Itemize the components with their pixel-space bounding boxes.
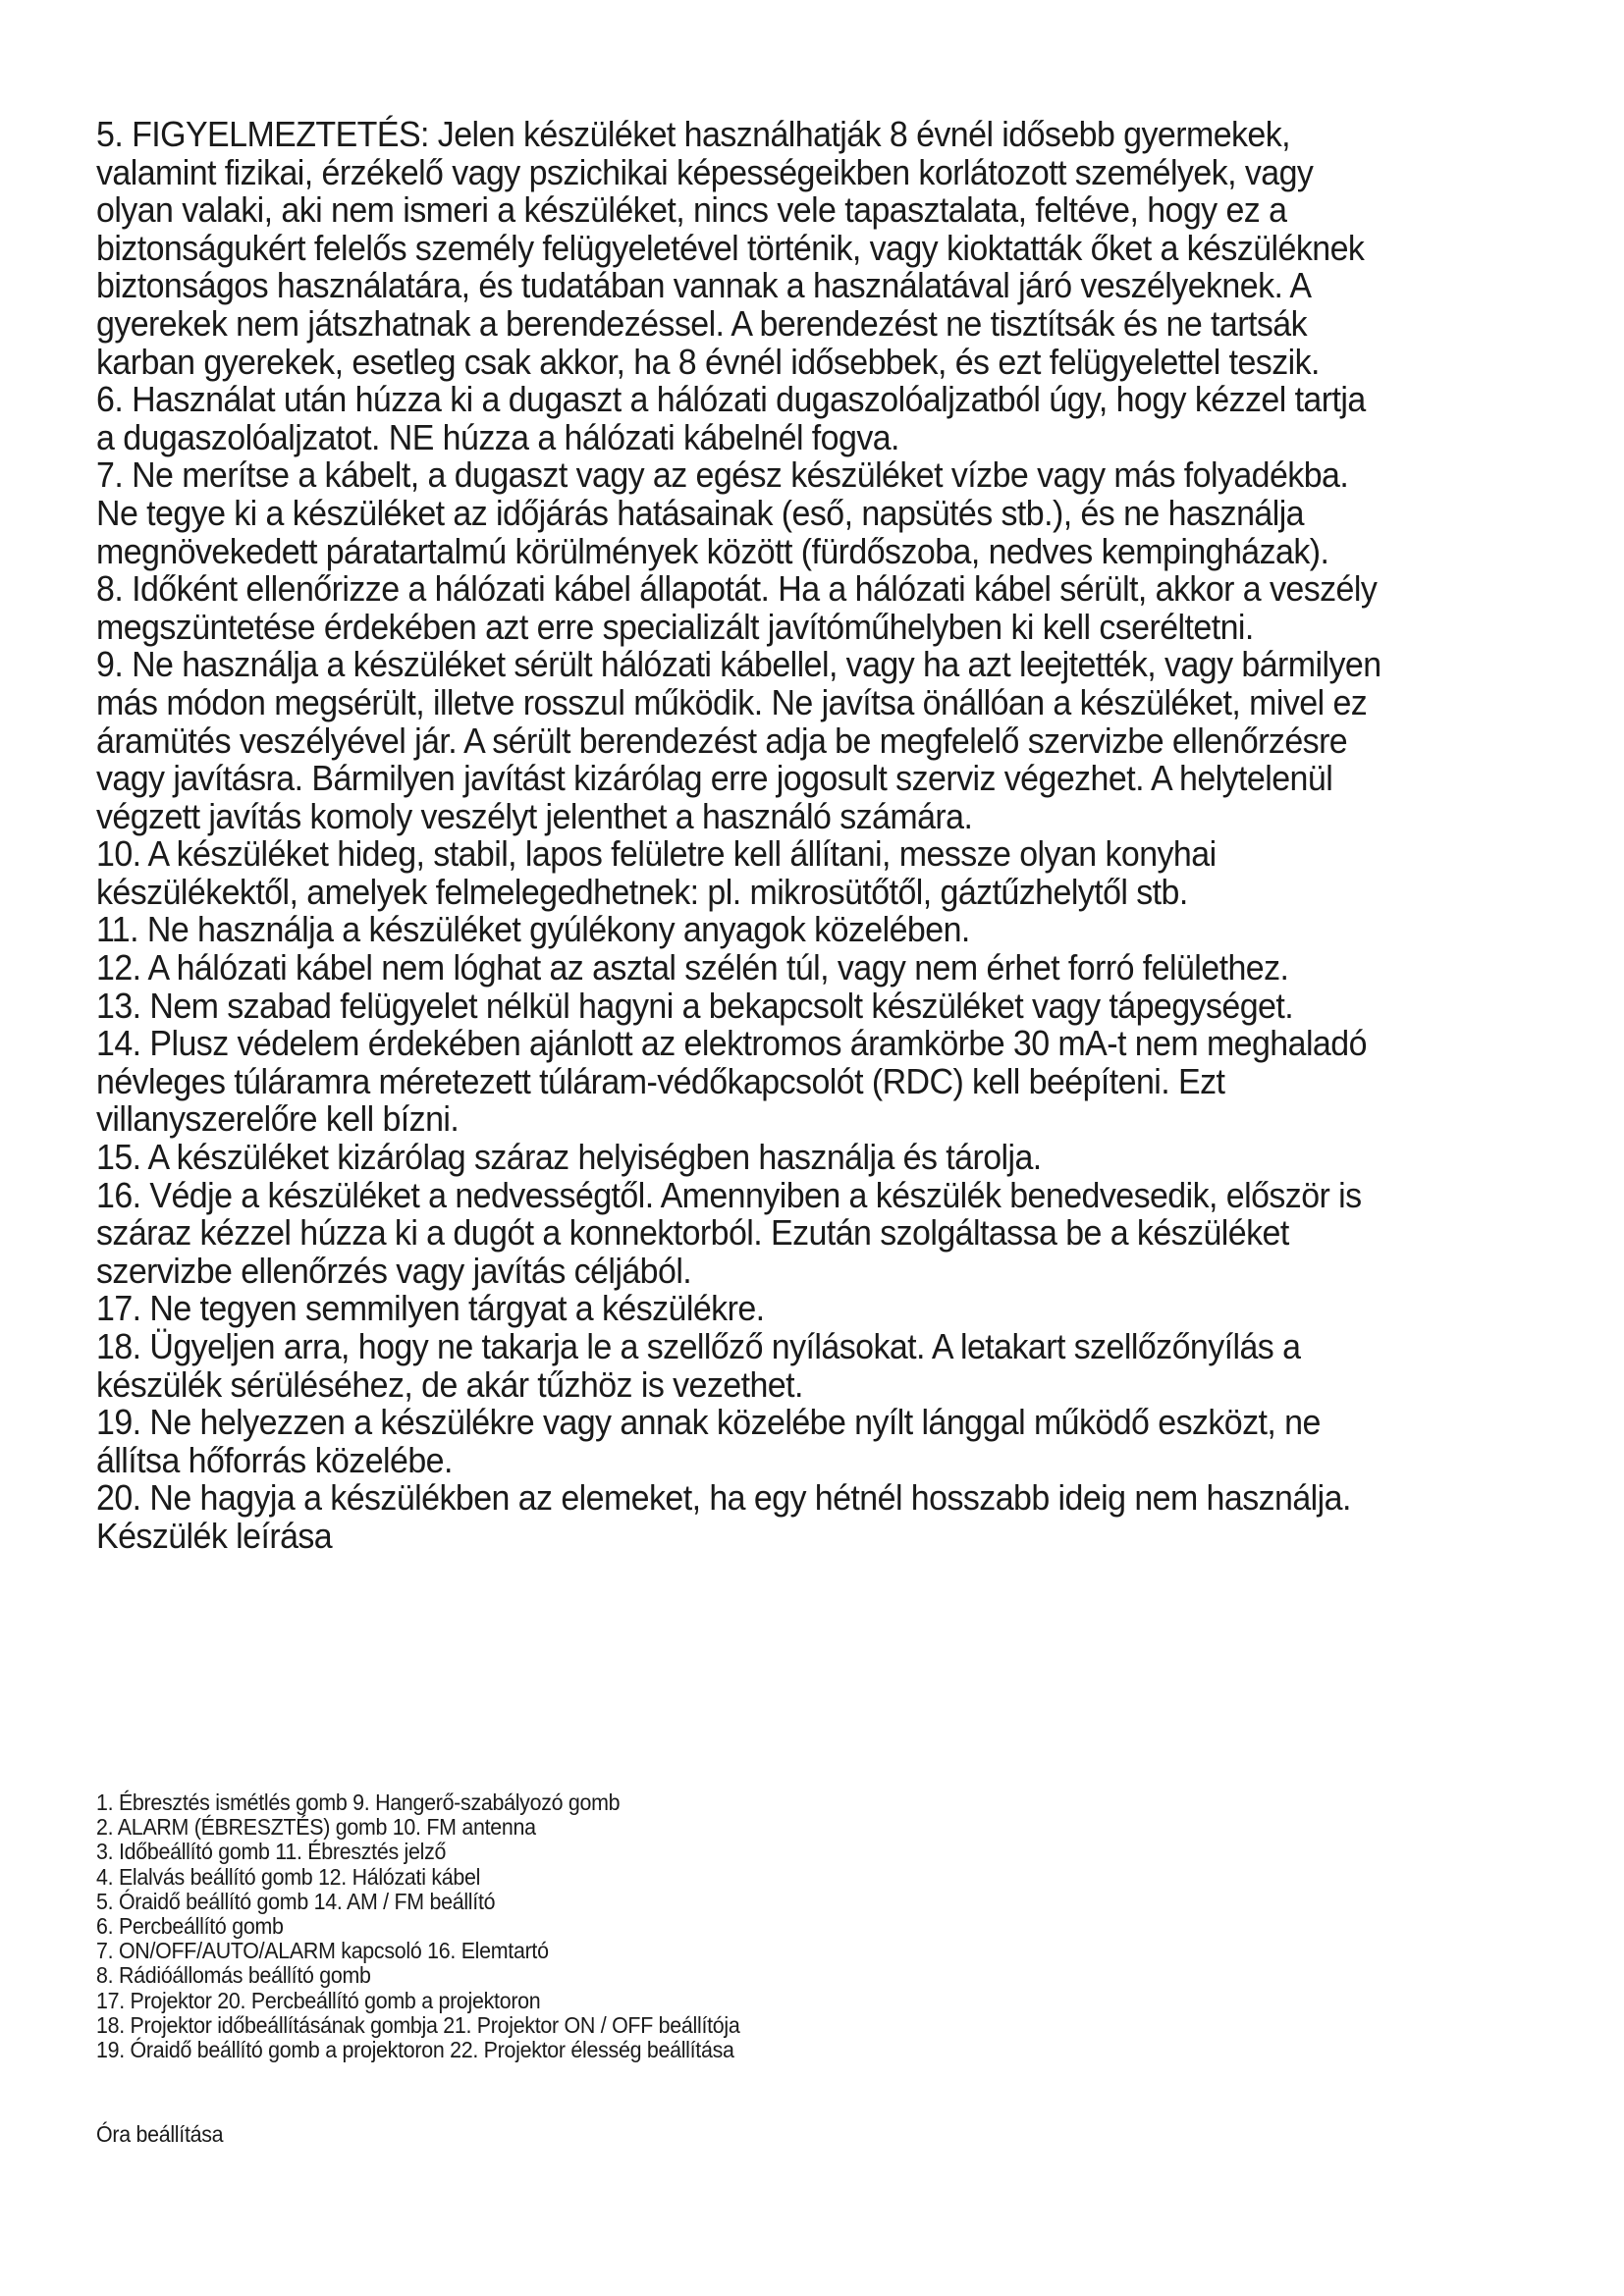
parts-list-item: 8. Rádióállomás beállító gomb	[96, 1962, 371, 1989]
warning-item-15: 15. A készüléket kizárólag száraz helyiségben használja és tárolja.	[96, 1137, 1042, 1178]
warning-item-16: 16. Védje a készüléket a nedvességtől. Amennyiben a készülék benedvesedik, először is száraz kézzel húzza ki a dugót a konnektorból. Ezután szolgáltassa be a készüléket szervizbe ellenőrzés vagy javítás céljából.	[96, 1174, 1362, 1291]
warning-item-20: 20. Ne hagyja a készülékben az elemeket, ha egy hétnél hosszabb ideig nem használja.	[96, 1477, 1351, 1519]
warning-item-8: 8. Időként ellenőrizze a hálózati kábel állapotát. Ha a hálózati kábel sérült, akkor a veszély megszüntetése érdekében azt erre specializált javítóműhelyben ki kell cseréltetni.	[96, 568, 1378, 647]
warning-item-9: 9. Ne használja a készüléket sérült hálózati kábellel, vagy ha azt leejtették, vagy bármilyen más módon megsérült, illetve rosszul működik. Ne javítsa önállóan a készüléket, mivel ez áramütés veszélyével jár. A sérült berendezést adja be megfelelő szervizbe ellenőrzésre vagy javításra. Bármilyen javítást kizárólag erre jogosult szerviz végezhet. A helytelenül végzett javítás komoly veszélyt jelenthet a használó számára.	[96, 644, 1381, 836]
warning-item-13: 13. Nem szabad felügyelet nélkül hagyni a bekapcsolt készüléket vagy tápegységet.	[96, 985, 1294, 1026]
parts-list-item: 6. Percbeállító gomb	[96, 1913, 284, 1940]
description-heading: Készülék leírása	[96, 1515, 333, 1556]
warning-item-14: 14. Plusz védelem érdekében ajánlott az elektromos áramkörbe 30 mA-t nem meghaladó névleges túláramra méretezett túláram-védőkapcsolót (RDC) kell beépíteni. Ezt villanyszerelőre kell bízni.	[96, 1023, 1367, 1140]
parts-list-item: 1. Ébresztés ismétlés gomb 9. Hangerő-szabályozó gomb	[96, 1789, 621, 1815]
warning-item-18: 18. Ügyeljen arra, hogy ne takarja le a szellőző nyílásokat. A letakart szellőzőnyílás a készülék sérüléséhez, de akár tűzhöz is vezethet.	[96, 1326, 1301, 1405]
warning-item-10: 10. A készüléket hideg, stabil, lapos felületre kell állítani, messze olyan konyhai készülékektől, amelyek felmelegedhetnek: pl. mikrosütőtől, gáztűzhelytől stb.	[96, 833, 1217, 912]
warning-item-7: 7. Ne merítse a kábelt, a dugaszt vagy az egész készüléket vízbe vagy más folyadékba. Ne tegye ki a készüléket az időjárás hatásainak (eső, napsütés stb.), és ne használja megnövekedett páratartalmú körülmények között (fürdőszoba, nedves kempingházak).	[96, 454, 1349, 571]
parts-list-item: 4. Elalvás beállító gomb 12. Hálózati kábel	[96, 1863, 481, 1890]
safety-warnings	[96, 116, 1447, 1556]
warning-item-6: 6. Használat után húzza ki a dugaszt a hálózati dugaszolóaljzatból úgy, hogy kézzel tartja a dugaszolóaljzatot. NE húzza a hálózati kábelnél fogva.	[96, 379, 1366, 457]
warning-item-5: 5. FIGYELMEZTETÉS: Jelen készüléket használhatják 8 évnél idősebb gyermekek, valamint fizikai, érzékelő vagy pszichikai képességeikben korlátozott személyek, vagy olyan valaki, aki nem ismeri a készüléket, nincs vele tapasztalata, feltéve, hogy ez a biztonságukért felelős személy felügyeletével történik, vagy kioktatták őket a készüléknek biztonságos használatára, és tudatában vannak a használatával járó veszélyeknek. A gyerekek nem játszhatnak a berendezéssel. A berendezést ne tisztítsák és ne tartsák karban gyerekek, esetleg csak akkor, ha 8 évnél idősebbek, és ezt felügyelettel teszik.	[96, 114, 1365, 382]
parts-list-item: 5. Óraidő beállító gomb 14. AM / FM beállító	[96, 1888, 496, 1914]
parts-list-item: 3. Időbeállító gomb 11. Ébresztés jelző	[96, 1839, 447, 1865]
warning-item-12: 12. A hálózati kábel nem lóghat az asztal szélén túl, vagy nem érhet forró felülethez.	[96, 947, 1289, 988]
warning-item-17: 17. Ne tegyen semmilyen tárgyat a készülékre.	[96, 1288, 765, 1329]
parts-list-item: 17. Projektor 20. Percbeállító gomb a projektoron	[96, 1987, 541, 2013]
warning-item-19: 19. Ne helyezzen a készülékre vagy annak közelébe nyílt lánggal működő eszközt, ne állítsa hőforrás közelébe.	[96, 1402, 1321, 1480]
warning-item-11: 11. Ne használja a készüléket gyúlékony anyagok közelében.	[96, 909, 970, 950]
parts-list-item: 7. ON/OFF/AUTO/ALARM kapcsoló 16. Elemtartó	[96, 1938, 549, 1964]
parts-list-item: 18. Projektor időbeállításának gombja 21. Projektor ON / OFF beállítója	[96, 2011, 740, 2038]
parts-list	[96, 1790, 1009, 2062]
clock-setting-heading: Óra beállítása	[96, 2121, 224, 2147]
parts-list-item: 2. ALARM (ÉBRESZTÉS) gomb 10. FM antenna	[96, 1814, 536, 1841]
parts-list-item: 19. Óraidő beállító gomb a projektoron 22. Projektor élesség beállítása	[96, 2037, 734, 2063]
